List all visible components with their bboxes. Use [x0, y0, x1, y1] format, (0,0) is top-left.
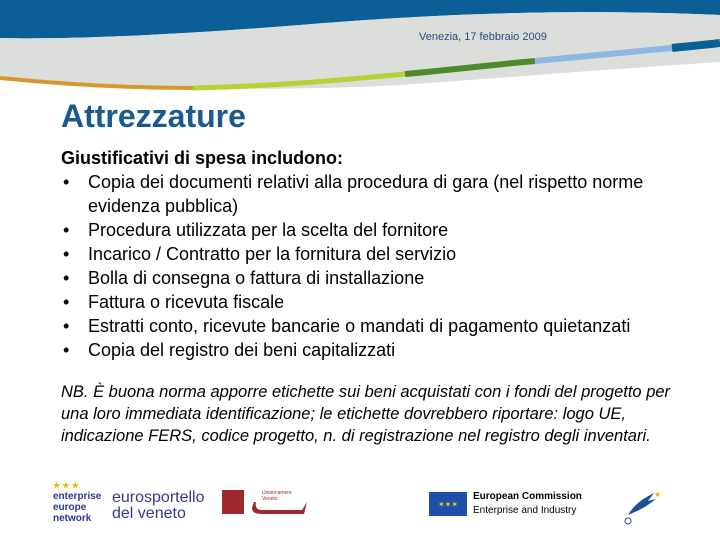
slide-body — [61, 146, 648, 362]
logo-text: europe — [53, 502, 87, 513]
unioncamere-logo — [222, 490, 307, 525]
slide-title: Attrezzature — [61, 98, 246, 134]
eurosportello-logo — [112, 490, 205, 522]
bullet-item: • Copia dei documenti relativi alla procedura di gara (nel rispetto norme evidenza pubblica) — [61, 170, 648, 218]
bullet-item: • Copia del registro dei beni capitalizzati — [61, 338, 648, 362]
logo-text: network — [53, 513, 92, 524]
bullet-item: • Incarico / Contratto per la fornitura del servizio — [61, 242, 648, 266]
ec-subtitle: Enterprise and Industry — [473, 505, 577, 516]
stars-icon: ★ ★ ★ — [53, 481, 79, 490]
logo-text: eurosportello — [112, 489, 205, 506]
header-banner — [0, 0, 720, 100]
bullet-item: • Fattura o ricevuta fiscale — [61, 290, 648, 314]
bullet-item: • Estratti conto, ricevute bancarie o mandati di pagamento quietanzati — [61, 314, 648, 338]
leaping-figure-logo-icon — [620, 487, 665, 527]
svg-text:★: ★ — [654, 490, 662, 499]
enterprise-europe-network-logo — [53, 480, 101, 524]
bullet-list — [61, 170, 648, 362]
bullet-item: • Procedura utilizzata per la scelta del fornitore — [61, 218, 648, 242]
date-label: Venezia, 17 febbraio 2009 — [419, 31, 547, 43]
ec-title: European Commission — [473, 491, 582, 502]
eu-flag-icon: ✶✶✶ — [429, 492, 467, 516]
note-text: NB. È buona norma apporre etichette sui beni acquistati con i fondi del progetto per una loro immediata identificazione; le etichette dovrebbero riportare: logo UE, indicazione FERS, codice progetto, n. di registrazione nel registro degli inventari. — [61, 383, 671, 445]
bullet-item: • Bolla di consegna o fattura di installazione — [61, 266, 648, 290]
logo-text: enterprise — [53, 491, 102, 502]
lead-text: Giustificativi di spesa includono: — [61, 148, 344, 168]
logo-text: del veneto — [112, 505, 186, 522]
european-commission-logo — [429, 490, 582, 518]
unioncamere-text: Unioncamere Veneto — [262, 490, 292, 502]
